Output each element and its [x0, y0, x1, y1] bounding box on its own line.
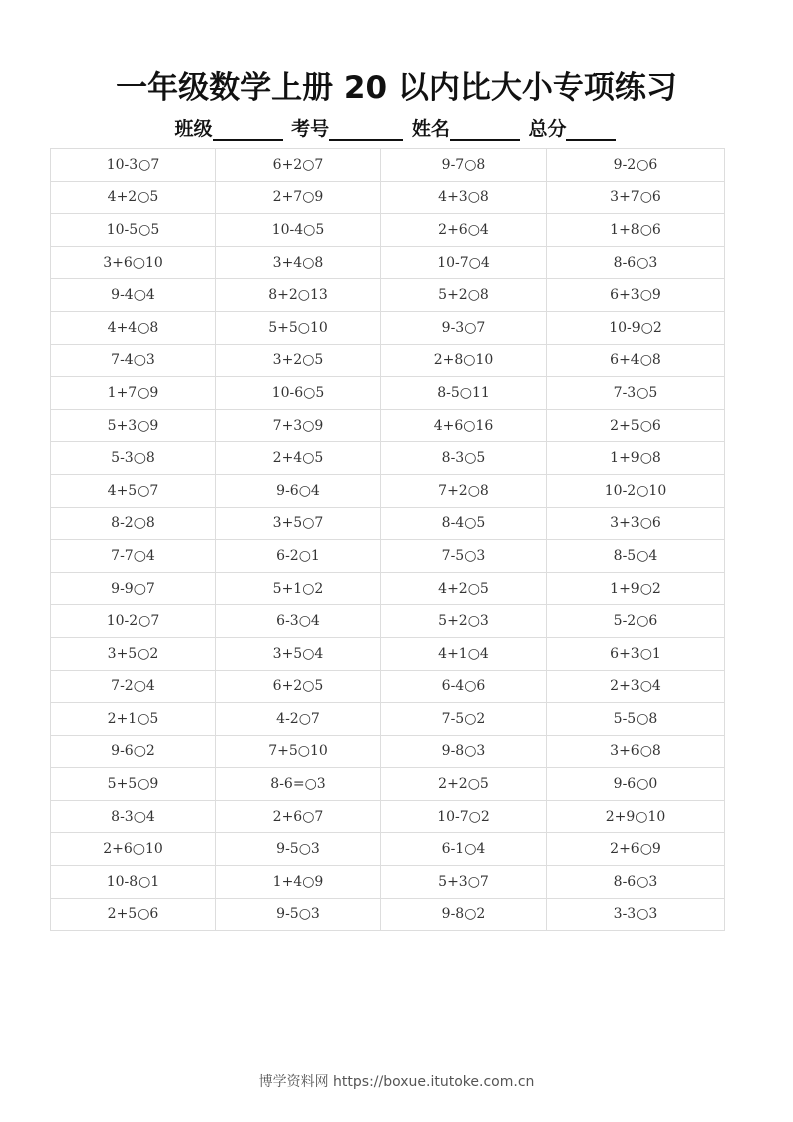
table-row — [51, 181, 725, 214]
table-row — [51, 246, 725, 279]
table-row — [51, 800, 725, 833]
exercise-cell: 9-5○3 — [216, 898, 381, 931]
table-row — [51, 735, 725, 768]
student-info-line — [0, 114, 793, 141]
exercise-cell: 3+4○8 — [216, 246, 381, 279]
exercise-cell: 3-3○3 — [547, 898, 725, 931]
table-row — [51, 409, 725, 442]
exercise-cell: 2+7○9 — [216, 181, 381, 214]
exercise-cell: 4-2○7 — [216, 703, 381, 736]
exercise-cell: 4+4○8 — [51, 311, 216, 344]
exercise-cell: 8-5○4 — [547, 540, 725, 573]
exercise-cell: 9-8○2 — [381, 898, 547, 931]
exercise-cell: 9-4○4 — [51, 279, 216, 312]
exercise-cell: 10-3○7 — [51, 149, 216, 182]
exercise-cell: 2+3○4 — [547, 670, 725, 703]
exercise-cell: 8-6=○3 — [216, 768, 381, 801]
exercise-cell: 8-6○3 — [547, 246, 725, 279]
exercise-cell: 4+5○7 — [51, 474, 216, 507]
class-blank[interactable] — [213, 121, 283, 141]
table-row — [51, 768, 725, 801]
exercise-cell: 10-5○5 — [51, 214, 216, 247]
table-row — [51, 507, 725, 540]
table-row — [51, 311, 725, 344]
exercise-cell: 2+5○6 — [547, 409, 725, 442]
table-row — [51, 670, 725, 703]
exercise-cell: 6-4○6 — [381, 670, 547, 703]
exam-number-label: 考号 — [291, 118, 330, 140]
table-row — [51, 866, 725, 899]
exercise-cell: 10-7○4 — [381, 246, 547, 279]
exercise-cell: 7+2○8 — [381, 474, 547, 507]
table-row — [51, 898, 725, 931]
exercise-cell: 2+5○6 — [51, 898, 216, 931]
exercise-cell: 7+3○9 — [216, 409, 381, 442]
exercise-cell: 6+3○9 — [547, 279, 725, 312]
exercise-cell: 5-3○8 — [51, 442, 216, 475]
exercise-cell: 2+2○5 — [381, 768, 547, 801]
name-label: 姓名 — [411, 118, 450, 140]
exercise-cell: 7+5○10 — [216, 735, 381, 768]
score-blank[interactable] — [566, 121, 616, 141]
exercise-cell: 3+5○2 — [51, 637, 216, 670]
exercise-cell: 5+3○9 — [51, 409, 216, 442]
exercise-cell: 7-2○4 — [51, 670, 216, 703]
exercise-cell: 3+7○6 — [547, 181, 725, 214]
exercise-cell: 9-8○3 — [381, 735, 547, 768]
exercise-cell: 7-4○3 — [51, 344, 216, 377]
table-row — [51, 572, 725, 605]
exercise-cell: 5+1○2 — [216, 572, 381, 605]
exercise-cell: 5-5○8 — [547, 703, 725, 736]
exercise-cell: 4+2○5 — [381, 572, 547, 605]
table-row — [51, 377, 725, 410]
exercise-cell: 6+2○5 — [216, 670, 381, 703]
exercise-cell: 7-3○5 — [547, 377, 725, 410]
exercise-cell: 8-6○3 — [547, 866, 725, 899]
exercise-cell: 2+6○7 — [216, 800, 381, 833]
exercise-cell: 2+4○5 — [216, 442, 381, 475]
exercise-cell: 8+2○13 — [216, 279, 381, 312]
exercise-cell: 3+3○6 — [547, 507, 725, 540]
exercise-cell: 10-7○2 — [381, 800, 547, 833]
exercise-cell: 8-4○5 — [381, 507, 547, 540]
exercise-cell: 8-5○11 — [381, 377, 547, 410]
exercise-cell: 4+2○5 — [51, 181, 216, 214]
exercise-cell: 1+4○9 — [216, 866, 381, 899]
exercise-cell: 10-4○5 — [216, 214, 381, 247]
exercise-cell: 6-3○4 — [216, 605, 381, 638]
exercise-cell: 9-6○4 — [216, 474, 381, 507]
table-row — [51, 344, 725, 377]
exercise-cell: 5+2○3 — [381, 605, 547, 638]
exercise-cell: 5+5○10 — [216, 311, 381, 344]
exercise-cell: 6-2○1 — [216, 540, 381, 573]
exercise-cell: 8-3○4 — [51, 800, 216, 833]
exercise-cell: 1+9○2 — [547, 572, 725, 605]
exercise-cell: 2+6○4 — [381, 214, 547, 247]
exercise-cell: 4+3○8 — [381, 181, 547, 214]
exercise-cell: 3+6○8 — [547, 735, 725, 768]
exercise-cell: 2+9○10 — [547, 800, 725, 833]
exercise-cell: 3+2○5 — [216, 344, 381, 377]
table-row — [51, 279, 725, 312]
exercise-cell: 1+8○6 — [547, 214, 725, 247]
exercise-cell: 9-6○2 — [51, 735, 216, 768]
exercise-cell: 2+6○10 — [51, 833, 216, 866]
exercise-cell: 3+6○10 — [51, 246, 216, 279]
exercise-cell: 10-6○5 — [216, 377, 381, 410]
exercise-cell: 5+3○7 — [381, 866, 547, 899]
exercise-cell: 1+9○8 — [547, 442, 725, 475]
name-blank[interactable] — [450, 121, 520, 141]
exercise-cell: 1+7○9 — [51, 377, 216, 410]
exercise-cell: 7-5○2 — [381, 703, 547, 736]
table-row — [51, 637, 725, 670]
exercise-cell: 5+2○8 — [381, 279, 547, 312]
exercise-table — [50, 148, 725, 931]
exercise-cell: 4+6○16 — [381, 409, 547, 442]
class-label: 班级 — [174, 118, 213, 140]
page-title: 一年级数学上册 20 以内比大小专项练习 — [116, 70, 677, 106]
exercise-cell: 9-9○7 — [51, 572, 216, 605]
exercise-cell: 9-6○0 — [547, 768, 725, 801]
exercise-cell: 10-9○2 — [547, 311, 725, 344]
table-row — [51, 703, 725, 736]
exercise-cell: 2+8○10 — [381, 344, 547, 377]
exercise-cell: 8-3○5 — [381, 442, 547, 475]
exercise-cell: 7-5○3 — [381, 540, 547, 573]
exercise-cell: 10-8○1 — [51, 866, 216, 899]
exercise-cell: 2+1○5 — [51, 703, 216, 736]
exercise-cell: 6+3○1 — [547, 637, 725, 670]
exercise-cell: 8-2○8 — [51, 507, 216, 540]
exercise-cell: 9-7○8 — [381, 149, 547, 182]
exercise-cell: 3+5○7 — [216, 507, 381, 540]
exercise-cell: 9-3○7 — [381, 311, 547, 344]
exam-number-blank[interactable] — [329, 121, 403, 141]
exercise-cell: 6+4○8 — [547, 344, 725, 377]
exercise-cell: 2+6○9 — [547, 833, 725, 866]
exercise-cell: 6-1○4 — [381, 833, 547, 866]
table-row — [51, 474, 725, 507]
table-row — [51, 149, 725, 182]
exercise-cell: 6+2○7 — [216, 149, 381, 182]
exercise-cell: 3+5○4 — [216, 637, 381, 670]
table-row — [51, 214, 725, 247]
exercise-cell: 9-5○3 — [216, 833, 381, 866]
table-row — [51, 442, 725, 475]
exercise-cell: 5-2○6 — [547, 605, 725, 638]
exercise-cell: 7-7○4 — [51, 540, 216, 573]
table-row — [51, 540, 725, 573]
exercise-cell: 5+5○9 — [51, 768, 216, 801]
exercise-cell: 4+1○4 — [381, 637, 547, 670]
footer-watermark: 博学资料网 https://boxue.itutoke.com.cn — [258, 1074, 535, 1090]
table-row — [51, 605, 725, 638]
table-row — [51, 833, 725, 866]
exercise-cell: 10-2○7 — [51, 605, 216, 638]
exercise-cell: 9-2○6 — [547, 149, 725, 182]
score-label: 总分 — [528, 118, 567, 140]
exercise-cell: 10-2○10 — [547, 474, 725, 507]
